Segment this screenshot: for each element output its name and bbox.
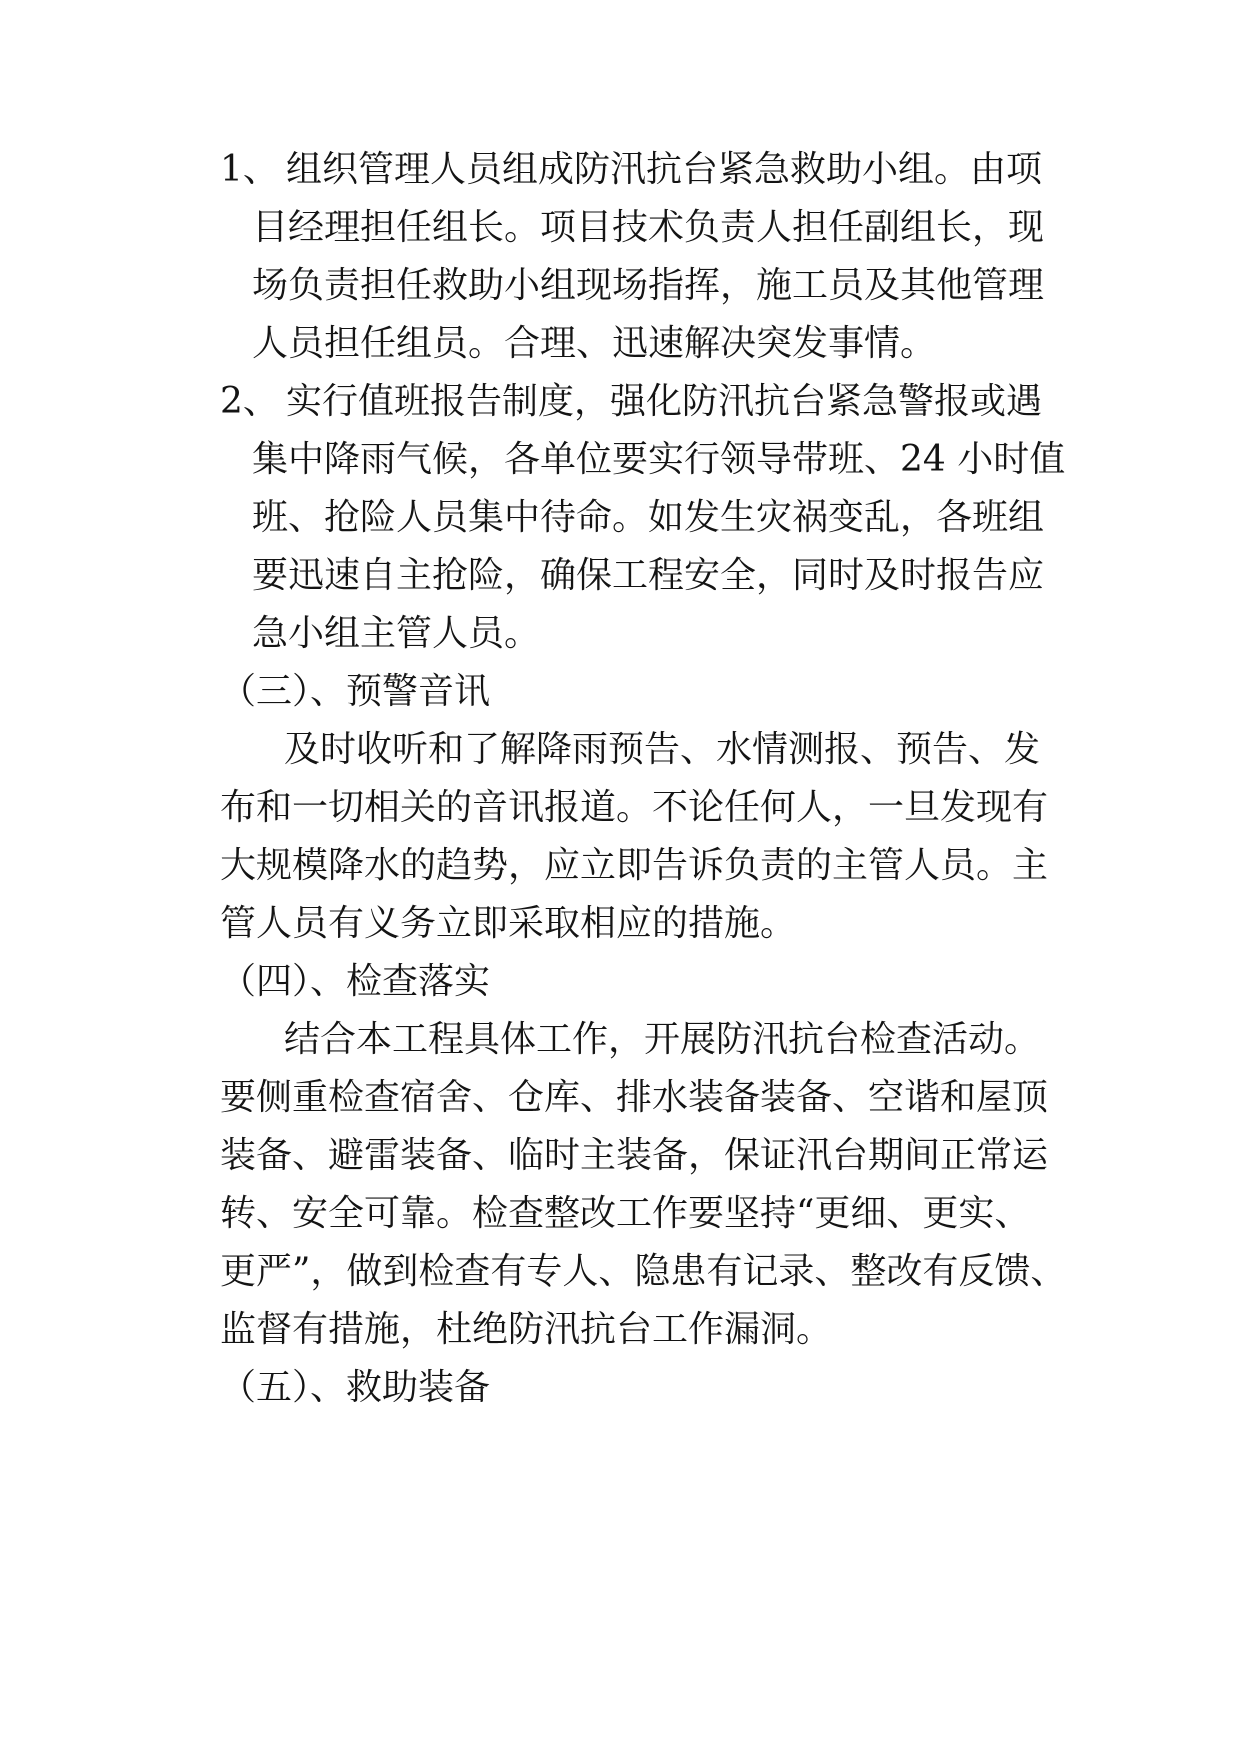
list-item-number: 1、 [220,149,279,190]
paragraph-line: 布和一切相关的音讯报道。不论任何人，一旦发现有 [220,787,1049,828]
list-item-text-line: 目经理担任组长。项目技术负责人担任副组长，现 [252,207,1045,248]
paragraph-line: 大规模降水的趋势，应立即告诉负责的主管人员。主 [220,845,1049,886]
paragraph-line: 监督有措施，杜绝防汛抗台工作漏洞。 [220,1309,833,1350]
list-item-text-line: 急小组主管人员。 [252,613,541,654]
section-heading: （三）、预警音讯 [220,671,491,712]
list-item-text-line: 班、抢险人员集中待命。如发生灾祸变乱，各班组 [252,497,1045,538]
paragraph-line: 装备、避雷装备、临时主装备，保证汛台期间正常运 [220,1135,1049,1176]
list-item-number: 2、 [220,381,279,422]
section-heading: （四）、检查落实 [220,961,491,1002]
list-item-text-line: 组织管理人员组成防汛抗台紧急救助小组。由项 [286,149,1043,190]
list-item-text-line: 集中降雨气候，各单位要实行领导带班、24 小时值 [252,439,1066,480]
list-item-text-line: 人员担任组员。合理、迅速解决突发事情。 [252,323,937,364]
paragraph-line: 管人员有义务立即采取相应的措施。 [220,903,797,944]
paragraph-line: 转、安全可靠。检查整改工作要坚持“更细、更实、 [220,1193,1031,1234]
list-item-text-line: 场负责担任救助小组现场指挥，施工员及其他管理 [252,265,1045,306]
section-heading: （五）、救助装备 [220,1367,491,1408]
paragraph-line: 更严”，做到检查有专人、隐患有记录、整改有反馈、 [220,1251,1067,1292]
paragraph-line: 要侧重检查宿舍、仓库、排水装备装备、空谐和屋顶 [220,1077,1049,1118]
paragraph-line: 结合本工程具体工作，开展防汛抗台检查活动。 [284,1019,1041,1060]
list-item-text-line: 实行值班报告制度，强化防汛抗台紧急警报或遇 [286,381,1043,422]
list-item-text-line: 要迅速自主抢险，确保工程安全，同时及时报告应 [252,555,1045,596]
paragraph-line: 及时收听和了解降雨预告、水情测报、预告、发 [284,729,1041,770]
